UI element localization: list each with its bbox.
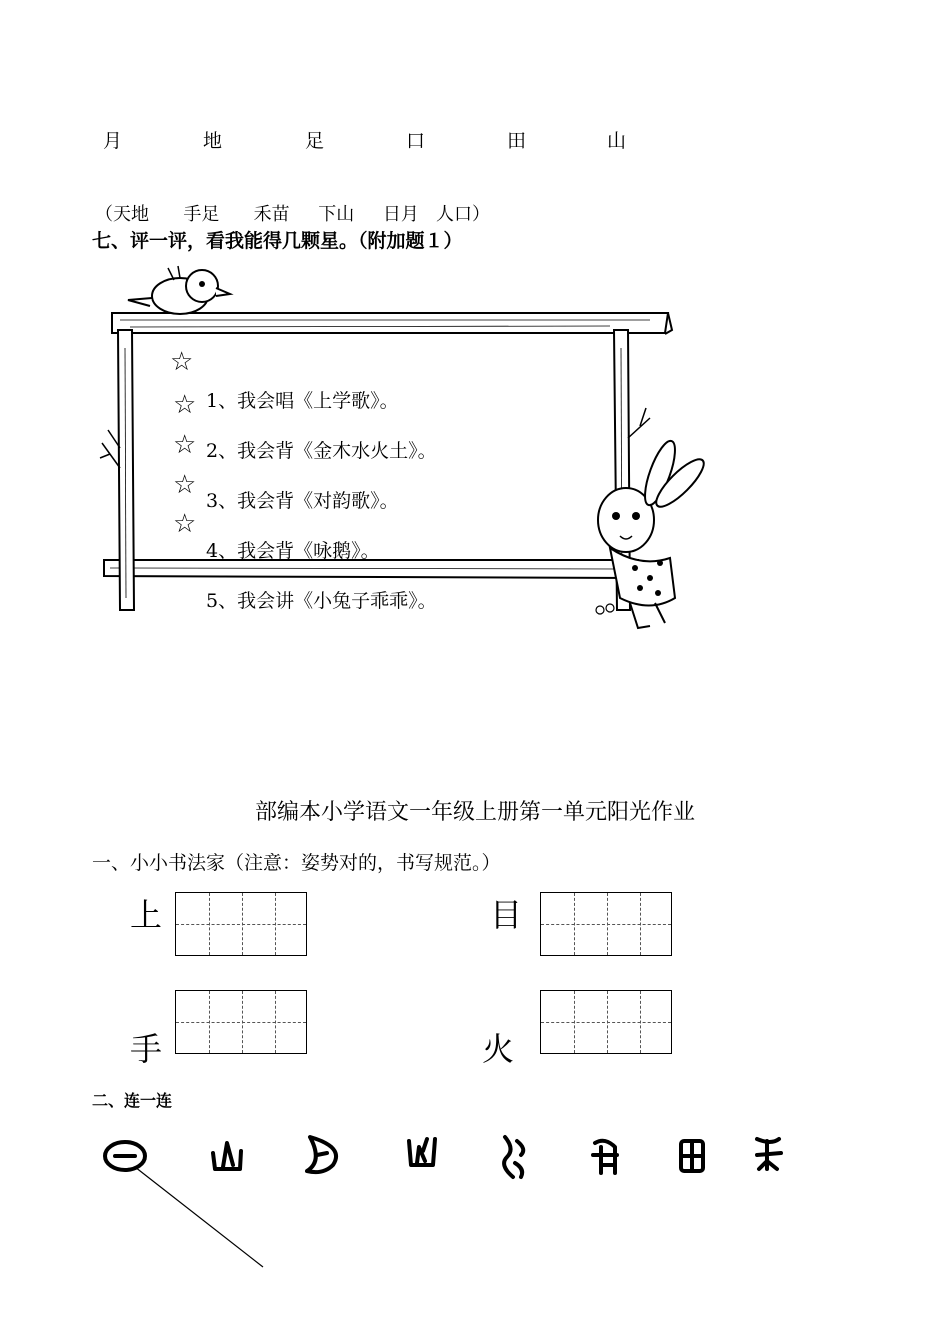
- char-item: 山: [607, 130, 627, 152]
- pictograph-stone-icon: [593, 1141, 617, 1173]
- char-item: 月: [103, 130, 123, 152]
- star-icon[interactable]: ☆: [173, 509, 197, 539]
- pictograph-moon-icon: [307, 1137, 336, 1172]
- section-1-title: 一、小小书法家（注意：姿势对的，书写规范。）: [92, 852, 501, 874]
- writing-grid[interactable]: [175, 990, 307, 1054]
- calligraphy-char: 手: [130, 1030, 163, 1068]
- char-item: 田: [507, 130, 527, 152]
- star-icon[interactable]: ☆: [173, 470, 197, 500]
- pictograph-peaks-icon: [409, 1139, 435, 1165]
- board-item: 1、我会唱《上学歌》。: [206, 390, 399, 412]
- section-2-title: 二、连一连: [92, 1091, 173, 1110]
- calligraphy-char: 上: [130, 896, 163, 934]
- pictograph-sun-icon: [105, 1142, 145, 1170]
- board-item: 5、我会讲《小兔子乖乖》。: [206, 590, 437, 612]
- board-item: 3、我会背《对韵歌》。: [206, 490, 399, 512]
- pictograph-fire-icon: [757, 1139, 781, 1169]
- calligraphy-char: 火: [482, 1030, 515, 1068]
- writing-grid[interactable]: [540, 892, 672, 956]
- star-icon[interactable]: ☆: [173, 390, 197, 420]
- pictograph-mountain-icon: [213, 1143, 241, 1169]
- connect-line: [135, 1167, 263, 1267]
- char-item: 地: [203, 130, 223, 152]
- calligraphy-char: 目: [490, 896, 523, 934]
- star-icon[interactable]: ☆: [170, 347, 194, 377]
- char-item: 足: [305, 130, 325, 152]
- writing-grid[interactable]: [175, 892, 307, 956]
- char-item: 口: [406, 130, 426, 152]
- pictograph-row: [95, 1125, 815, 1275]
- worksheet-title: 部编本小学语文一年级上册第一单元阳光作业: [254, 800, 695, 825]
- pictograph-water-icon: [504, 1137, 523, 1177]
- board-item: 4、我会背《咏鹅》。: [206, 540, 380, 562]
- pictograph-field-icon: [681, 1141, 703, 1171]
- section-7-title: 七、评一评，看我能得几颗星。（附加题１）: [92, 230, 463, 252]
- writing-grid[interactable]: [540, 990, 672, 1054]
- word-bank: （天地 手足 禾苗 下山 日月 人口）: [95, 204, 491, 225]
- board-item: 2、我会背《金木水火土》。: [206, 440, 437, 462]
- star-icon[interactable]: ☆: [173, 430, 197, 460]
